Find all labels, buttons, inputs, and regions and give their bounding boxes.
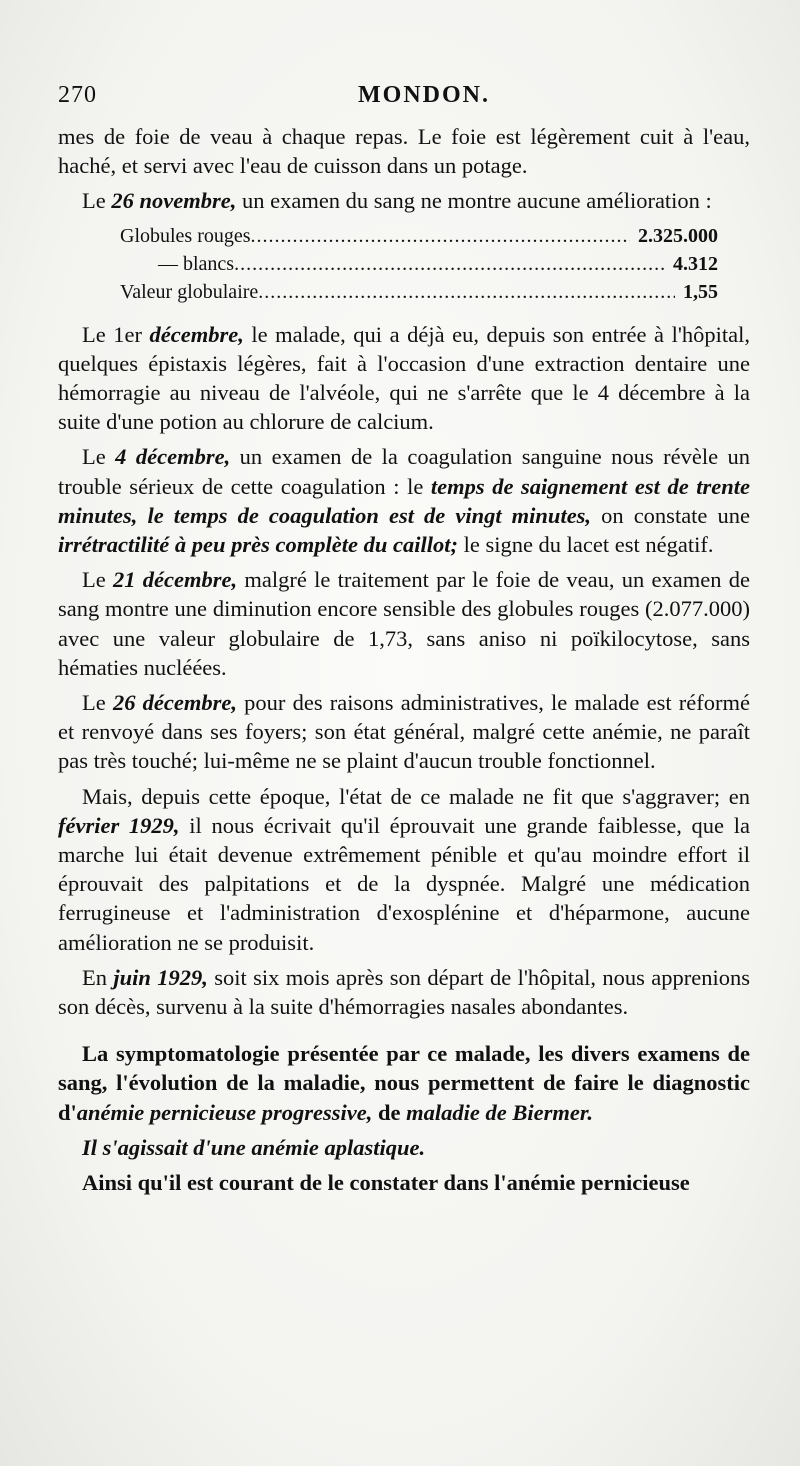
text-run: pour des raisons administratives, le malade est réformé et renvoyé dans ses foyers; son état général, malgré cette anémie, ne paraît pas très touché; lui-même ne se plaint d'aucun trouble fonctionnel. [58,690,750,774]
text-run: La symptomatologie présentée par ce malade, les divers examens de sang, l'évolution de la maladie, nous permettent de faire le diagnostic d' [58,1041,750,1125]
text-run: Le [82,444,116,470]
row-value: 4.312 [673,252,718,275]
paragraph-p7 [58,782,750,957]
text-run: Le 1er [82,321,150,347]
row-label: Globules rouges [120,224,251,247]
text-run: il nous écrivait qu'il éprouvait une grande faiblesse, que la marche lui était devenue extrêmement pénible et qu'au moindre effort il éprouvait des palpitations et de la dyspnée. Malgré une médication ferrugineuse et l'administration d'exosplénine et d'héparmone, aucune amélioration ne se produisit. [58,812,750,955]
text-run: temps de saignement est de trente minutes, le temps de coagulation est de vingt minutes, [58,473,751,528]
row-value: 2.325.000 [638,224,718,247]
paragraph-p8 [58,963,750,1021]
text-run: Ainsi qu'il est courant de le constater dans l'anémie pernicieuse [82,1170,690,1196]
text-run: Il s'agissait d'une anémie aplastique. [82,1134,426,1160]
text-run: 21 décembre, [113,567,238,593]
text-run: de [372,1099,407,1125]
text-run: malgré le traitement par le foie de veau, un examen de sang montre une diminution encore sensible des globules rouges (2.077.000) avec une valeur globulaire de 1,73, sans aniso ni poïkilocytose, sans hématies nucléées. [58,567,750,680]
table-row [120,250,718,278]
text-run: 26 décembre, [112,690,237,716]
dot-leader [258,278,675,306]
text-run: on constate une [591,502,750,528]
text-run: mes de foie de veau à chaque repas. Le foie est légèrement cuit à l'eau, haché, et servi avec l'eau de cuisson dans un potage. [58,124,750,179]
paragraph-p5 [58,565,750,682]
table-row [120,222,718,250]
text-run: Le [82,188,112,214]
text-run: soit six mois après son départ de l'hôpital, nous apprenions son décès, survenu à la suite d'hémorragies nasales abondantes. [58,964,750,1020]
text-run: un examen de la coagulation sanguine nous révèle un trouble sérieux de cette coagulation : le [58,444,750,499]
paragraph-p10 [58,1133,750,1162]
paragraph-p1 [58,122,750,180]
row-value: 1,55 [683,280,718,303]
text-run: irrétractilité à peu près complète du caillot; [58,532,458,558]
running-title: MONDON. [358,82,490,108]
text-run: février 1929, [58,812,180,838]
blood-count-table [120,222,718,306]
row-label: — blancs [158,252,235,275]
paragraph-p4 [58,442,750,559]
text-run: Le [82,567,114,593]
dot-leader [251,222,630,250]
paragraph-p11 [58,1168,750,1197]
page-header [58,82,740,116]
paragraph-p9 [58,1039,750,1127]
text-run: maladie de Biermer. [406,1099,593,1125]
paragraph-p6 [58,688,750,776]
text-run: 4 décembre, [115,444,231,470]
paragraphs-before-table [58,122,750,216]
text-run: En [82,964,114,990]
text-run: un examen du sang ne montre aucune amélioration : [236,188,712,214]
table-row [120,278,718,306]
text-run: juin 1929, [113,964,208,990]
text-run: Mais, depuis cette époque, l'état de ce malade ne fit que s'aggraver; en [82,783,750,809]
dot-leader [234,250,665,278]
text-run: anémie pernicieuse progressive, [76,1099,373,1125]
paragraph-p3 [58,320,750,437]
page-body [58,122,750,1203]
text-run: 26 novembre, [111,188,237,214]
text-run: le signe du lacet est négatif. [457,532,714,558]
paragraph-p2 [58,186,750,215]
text-run: décembre, [149,321,244,347]
text-run: Le [82,690,113,716]
paragraphs-after-table [58,320,750,1198]
page-number: 270 [58,82,97,108]
row-label: Valeur globulaire [120,280,259,303]
text-run: le malade, qui a déjà eu, depuis son entrée à l'hôpital, quelques épistaxis légères, fait à l'occasion d'une extraction dentaire une hémorragie au niveau de l'alvéole, qui ne s'arrête que le 4 décembre à la suite d'une potion au chlorure de calcium. [58,321,750,435]
